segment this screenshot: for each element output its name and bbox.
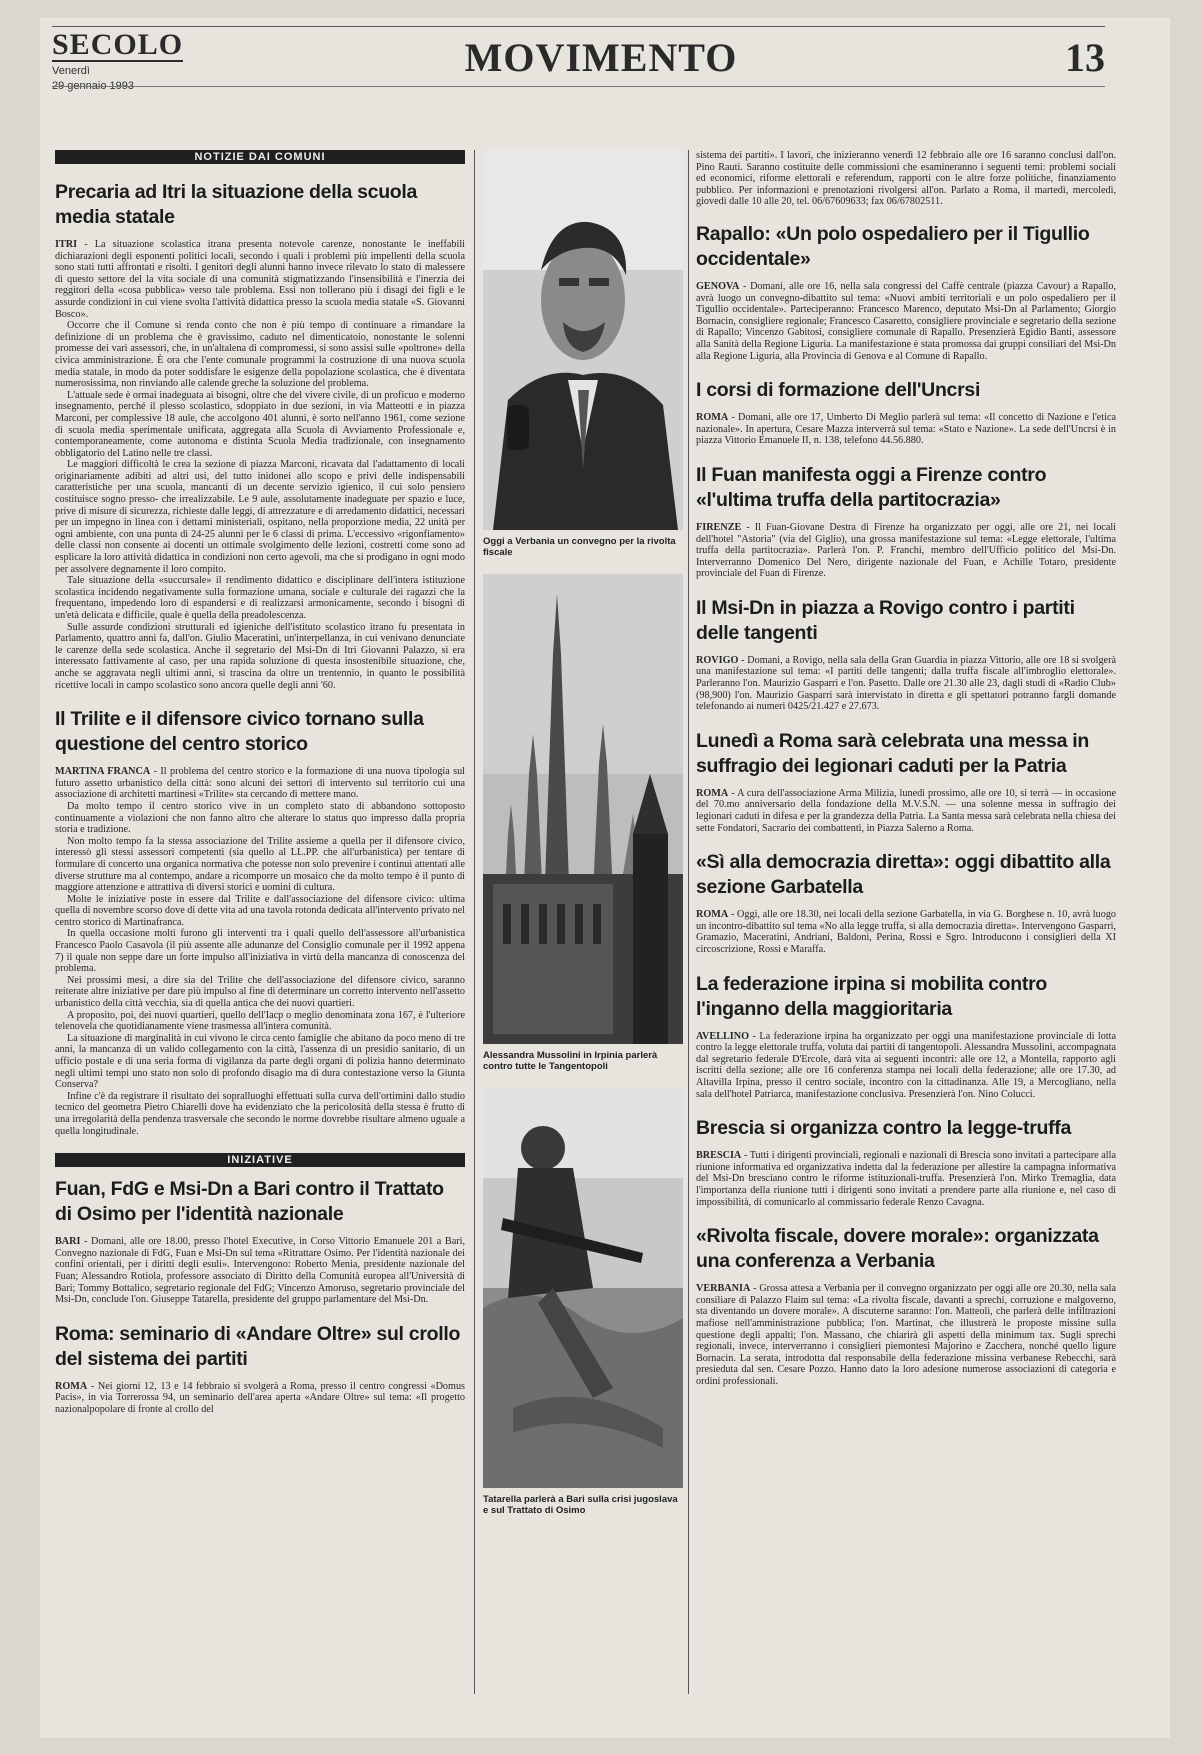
article-dateline: ITRI	[55, 239, 78, 250]
article-title: Rapallo: «Un polo ospedaliero per il Tigullio occidentale»	[696, 222, 1090, 270]
article-title: «Sì alla democrazia diretta»: oggi dibattito alla sezione Garbatella	[696, 851, 1111, 899]
article-garbatella	[696, 850, 1116, 955]
article-paragraph: Nei prossimi mesi, a dire sia del Trilite che dell'associazione del difensore civico, saranno reiterate altre iniziative per dare più impulso al fine di determinare un corretto intervento nell'assetto urbanistico della città vecchia, sia di quella antica che dei nuovi quartieri.	[55, 974, 465, 1010]
article-paragraph: BARI - Domani, alle ore 18.00, presso l'hotel Executive, in Corso Vittorio Emanuele 201 a Bari, Convegno nazionale di FdG, Fuan e Msi-Dn sul tema «Ritrattare Osimo. Per l'identità nazionale dei confini orientali, per i diritti degli esuli». Intervengono: Roberto Menia, presidente nazionale del Fuan; Alessandro Rotiola, professore associato di Diritto della Comunità europea all'Università di Bari; Tommy Bottalico, segretario regionale del FdG; Vincenzo Amoruso, segretario provinciale del Msi-Dn, conclude l'on. Giuseppe Tatarella, presidente del gruppo parlamentare del Msi-Dn.	[55, 1236, 465, 1306]
photo-caption: Tatarella parlerà a Bari sulla crisi jugoslava e sul Trattato di Osimo	[483, 1494, 678, 1516]
article-roma-seminario	[55, 1322, 465, 1416]
article-dateline: ROVIGO	[696, 654, 739, 666]
article-paragraph: A proposito, poi, dei nuovi quartieri, quello dell'Iacp o meglio denominata zona 167, è l'ulteriore telenovela che quotidianamente viene trasmessa all'intera comunità.	[55, 1009, 465, 1033]
top-rule	[52, 26, 1105, 27]
issue-date: 29 gennaio 1993	[52, 80, 134, 92]
article-paragraph: Non molto tempo fa la stessa associazione del Trilite assieme a quella per il difensore civico, interessò gli stessi assessori competenti (sia quello al LL.PP. che all'urbanistica) per tentare di formulare di concerto una organica normativa che potesse non solo prevenire i continui attentati alle diverse strutture ma al contempo, andare a ricomporre un mosaico che da molto tempo è il punto di maggiore attenzione e attrattiva di diversi storici e uomini di cultura.	[55, 835, 465, 894]
article-paragraph: Le maggiori difficoltà le crea la sezione di piazza Marconi, ricavata dal l'adattamento di locali originariamente adibiti ad altri usi, del tutto inidonei allo scopo e privi delle indispensabili caratteristiche per una scuola, mancanti di un decente servizio igienico, il cui solo pensiero costituisce sogno presso- che irrealizzabile. Le 9 aule, assolutamente inadeguate per spazio e luce, prive di misure di sicurezza, richieste dalle leggi, di attrezzature e di arredamento didattici, necessari per un impegno in linea con i dettami ministeriali, ospitano, nella proporzione media, 22 unità per ogni ambiente, con una punta di 24-25 alunni per le 6 classi di prima. L'eccessivo «rigonfiamento» delle classi non consente ai docenti un ottimale svolgimento delle lezioni, costretti come sono ad esplicare la loro attività didattica in condizioni non certo agevoli, ma che si prodigano in ogni modo per assolvere degnamente il loro compito.	[55, 459, 465, 575]
article-dateline: ROMA	[55, 1380, 88, 1392]
article-avellino	[696, 972, 1116, 1101]
article-brescia	[696, 1116, 1116, 1208]
article-paragraph: BRESCIA - Tutti i dirigenti provinciali, regionali e nazionali di Brescia sono invitati a partecipare alla riunione informativa ed organizzativa indetta dal la federazione per allestire la campagna informativa del Msi-Dn bresciano contro le riforme istituzionali-truffa. Presenzierà l'on. Mirko Tremaglia, data l'importanza della riunione tutti i dirigenti sono invitati a prendere parte alla riunione e, nel caso di impossibilità, di comunicarlo al commissario federale Renzo Cavagna.	[696, 1150, 1116, 1208]
right-column	[696, 150, 1116, 1403]
article-paragraph: Da molto tempo il centro storico vive in un completo stato di abbandono sottoposto continuamente a violazioni che non fanno altro che alterare lo status quo impresso dalla propria storia e tradizione.	[55, 800, 465, 836]
article-dateline: BRESCIA	[696, 1150, 742, 1162]
article-rapallo	[696, 222, 1116, 362]
article-paragraph: ROMA - Oggi, alle ore 18.30, nei locali della sezione Garbatella, in via G. Borghese n. 10, avrà luogo un incontro-dibattito sul tema «No alla legge truffa, sì alla democrazia diretta». Intervengono Gasparri, Gramazio, Maceratini, Andriani, Baldoni, Perina, Rossi e Sgro. Introducono i consiglieri della XI circoscrizione, Rossi e Maraffa.	[696, 909, 1117, 955]
article-title: Il Trilite e il difensore civico tornano sulla questione del centro storico	[55, 708, 424, 756]
article-firenze	[696, 463, 1116, 580]
article-paragraph: Occorre che il Comune si renda conto che non è più tempo di continuare a rimandare la definizione di un problema che è gravissimo, caduto nel dimenticatoio, nonostante le solenni promesse dei vari assessori, che, in un'altalena di compromessi, si sono assisi sulle «poltrone» della civica amministrazione. È ora che l'ente comunale programmi la costruzione di una nuova scuola media statale, in modo da poter soddisfare le esigenze della popolazione scolastica, che è diventata numerosissima, non rinviando alle calende greche la soluzione del problema.	[55, 320, 465, 390]
article-title: Lunedì a Roma sarà celebrata una messa in suffragio dei legionari caduti per la Patria	[696, 729, 1090, 777]
article-dateline: ROMA	[696, 787, 729, 799]
portrait-image	[483, 150, 683, 530]
article-paragraph: Sulle assurde condizioni strutturali ed igieniche dell'istituto scolastico itrano fu presentata in Parlamento, quattro anni fa, dall'on. Giulio Maceratini, un'interpellanza, in cui venivano denunciate le carenze della sede scolastica. Anche il segretario del Msi-Dn di Itri Giovanni Palazzo, si era interessato fattivamente al caso, per una rapida soluzione di questa insostenibile situazione, che, anche se aggravata negli ultimi anni, si trascina da oltre un trentennio, in quanto le possibilità ricettive locali in campo scolastico sono ancora quelle degli anni '60.	[55, 621, 465, 691]
article-paragraph: AVELLINO - La federazione irpina ha organizzato per oggi una manifestazione provinciale di lotta contro la legge elettorale truffa, voluta dai partiti di tangentopoli. Alessandra Mussolini, accompagnata dal segretario federale D'Ercole, darà vita ai seguenti incontri: alle ore 12, a Montella, rapporto agli iscritti della sezione; alle ore 16 conferenza stampa nei locali della federazione; alle ore 17.30, ad Altavilla Irpina, presso il centro sociale, incontro con la cittadinanza. Alle 19, a Mercogliano, nella sala dell'hotel Patriarca, manifestazione conclusiva. Presenzierà l'on. Nino Colucci.	[696, 1030, 1116, 1100]
article-title: «Rivolta fiscale, dovere morale»: organizzata una conferenza a Verbania	[696, 1225, 1099, 1273]
article-paragraph: L'attuale sede è ormai inadeguata ai bisogni, oltre che del vivere civile, di un proficuo e moderno insegnamento, perché il plesso scolastico, sdoppiato in due sezioni, in via Matteotti e in piazza Marconi, per complessive 18 aule, che accolgono 401 alunni, è sorto nell'anno 1961, come sezione di scuola media sperimentale unificata, aggregata alla Scuola di Avviamento Professionale e, contemporaneamente, come autonoma e distinta Scuola Media tradizionale, con insegnamento obbligatorio del Latino nelle tre classi.	[55, 389, 465, 459]
article-martina-franca	[55, 707, 465, 1137]
article-dateline: BARI	[55, 1236, 81, 1248]
article-title: La federazione irpina si mobilita contro l'inganno della maggioritaria	[696, 972, 1047, 1020]
article-title: Roma: seminario di «Andare Oltre» sul crollo del sistema dei partiti	[55, 1322, 461, 1370]
article-paragraph: VERBANIA - Grossa attesa a Verbania per il convegno organizzato per oggi alle ore 20.30, nella sala consiliare di Palazzo Flaim sul tema: «La rivolta fiscale, davanti a sprechi, corruzione e malgoverno, sta diventando un dovere morale». A discuterne saranno: l'on. Matteoli, che parlerà delle infiltrazioni mafiose nell'amministrazione pubblica; l'on. Martinat, che illustrerà le proposte missine sulla questione degli appalti; l'on. Massano, che chiarirà gli aspetti della minimum tax. Sugli sprechi regionali, invece, interverranno i consiglieri piemontesi Majorino e Zacchera, nonché quello ligure Bornacin. La serata, introdotta dal responsabile della federazione missina verbanese Rebecchi, sarà presieduta dal sen. Cesare Pozzo. Hanno dato la loro adesione numerose associazioni di categoria e ordini professionali.	[696, 1283, 1116, 1387]
article-title: Fuan, FdG e Msi-Dn a Bari contro il Trattato di Osimo per l'identità nazionale	[55, 1178, 444, 1226]
left-column	[55, 150, 465, 1432]
section-title: MOVIMENTO	[464, 35, 738, 80]
article-rovigo	[696, 596, 1116, 713]
article-paragraph: ROMA - Domani, alle ore 17, Umberto Di Meglio parlerà sul tema: «Il concetto di Nazione e l'etica nazionale». In apertura, Cesare Mazza interverrà sul tema: «Stato e Nazione». La sede dell'Uncrsi è in piazza Vittorio Emanuele II, n. 138, telefono 44.56.880.	[696, 412, 1116, 447]
article-dateline: MARTINA FRANCA	[55, 766, 151, 778]
article-paragraph: La situazione di marginalità in cui vivono le circa cento famiglie che abitano da poco meno di tre anni, la mancanza di un valido collegamento con la città, l'assenza di un presidio sanitario, di un ufficio postale e di una seria forma di vigilanza da parte degli organi di polizia hanno determinato negli ultimi tempi uno stato non solo di profondo disagio ma di dura contestazione verso la Giunta Conserva?	[55, 1032, 465, 1091]
article-paragraph: Tale situazione della «succursale» il rendimento didattico e disciplinare dell'intera istituzione scolastica incidendo negativamente sulla formazione umana, sociale e culturale dei ragazzi che la frequentano, impedendo loro di espandersi e di realizzarsi armonicamente, secondo i bisogni di un'età delicata e difficile, quale è quella della preadolescenza.	[55, 575, 465, 621]
article-title: Il Fuan manifesta oggi a Firenze contro «l'ultima truffa della partitocrazia»	[696, 463, 1047, 511]
article-continuation: sistema dei partiti». I lavori, che inizieranno venerdì 12 febbraio alle ore 16 saranno conclusi dall'on. Pino Rauti. Saranno costituite delle commissioni che esamineranno i seguenti temi: problemi sociali ed economici, riforme elettorali e referendum, rapporti con le altre forze politiche, finanziamento pubblico. Per informazioni e prenotazioni rivolgersi all'on. Parlato a Roma, il martedì, mercoledì, giovedì dalle 10 alle 20, tel. 06/67609633; fax 06/67802511.	[696, 150, 1116, 208]
article-paragraph: ROMA - Nei giorni 12, 13 e 14 febbraio si svolgerà a Roma, presso il centro congressi «Domus Pacis», in via Torrerossa 94, un seminario dell'area aperta «Andare Oltre» sul tema: «Il progetto nazionalpopolare di fronte al crollo del	[55, 1380, 466, 1415]
photo-caption: Oggi a Verbania un convegno per la rivolta fiscale	[483, 536, 676, 558]
article-paragraph: Molte le iniziative poste in essere dal Trilite e dall'associazione del difensore civico: ultima quella di novembre scorso dove di dette vita ad una tavola rotonda dedicata all'intervento privato nel centro storico di Martinafranca.	[55, 893, 465, 928]
article-dateline: GENOVA	[696, 280, 740, 292]
article-title: Precaria ad Itri la situazione della scuola media statale	[55, 181, 418, 228]
article-bari	[55, 1177, 465, 1306]
newspaper-logo: SECOLO	[52, 28, 184, 61]
photo-caption: Alessandra Mussolini in Irpinia parlerà contro tutte le Tangentopoli	[483, 1050, 658, 1072]
article-title: Il Msi-Dn in piazza a Rovigo contro i partiti delle tangenti	[696, 596, 1075, 644]
article-dateline: FIRENZE	[696, 521, 742, 533]
article-paragraph: MARTINA FRANCA - Il problema del centro storico e la formazione di una nuova tipologia sul futuro assetto urbanistico della città: sono alcuni dei settori di intervento sul territorio cui una associazione di architetti martinesi «Trilite» sta cercando di mettere mano.	[55, 766, 466, 801]
article-paragraph: ROVIGO - Domani, a Rovigo, nella sala della Gran Guardia in piazza Vittorio, alle ore 18 si svolgerà una manifestazione sul tema: «I partiti delle tangenti; dalla truffa fiscale all'imbroglio elettorale». Parleranno l'on. Maurizio Gasparri e l'on. Pasetto. Dalle ore 21.30 alle 23, dagli studi di «Radio Club» (98,900) l'on. Maurizio Gasparri sarà intervistato in diretta e gli spettatori potranno fargli domande telefonando ai numeri 0425/21.427 e 27.673.	[696, 654, 1116, 713]
article-paragraph: In quella occasione molti furono gli interventi tra i quali quello dell'assessore all'urbanistica Francesco Paolo Casavola (il più assente alle adunanze del Consiglio comunale per il 1992 appena 7) il quale non seppe dare un forte impulso all'iniziativa in virtù della mancanza di conoscenza del problema.	[55, 928, 465, 975]
article-dateline: AVELLINO	[696, 1030, 750, 1042]
article-verbania	[696, 1224, 1116, 1387]
article-paragraph: GENOVA - Domani, alle ore 16, nella sala congressi del Caffè centrale (piazza Cavour) a Rapallo, avrà luogo un convegno-dibattito sul tema: «Nuovi ambiti territoriali e un polo ospedaliero per il Tigullio occidentale». Parteciperanno: Francesco Marenco, deputato Msi-Dn al Parlamento; Giorgio Bornacin, consigliere regionale; Francesco Casaretto, consigliere provinciale e segretario della sezione di Rapallo; Vincenzo Gabitosi, consigliere comunale di Rapallo. Presenzierà Egidio Banti, assessore alla Sanità della Regione Liguria. La manifestazione è stata promossa dai gruppi consiliari del Msi-Dn alla Regione Liguria, alla Provincia di Genova e al Comune di Rapallo.	[696, 280, 1116, 362]
soldier-image	[483, 1088, 683, 1488]
photo-cathedral	[483, 574, 683, 1044]
article-paragraph: Infine c'è da registrare il risultato dei sopralluoghi effettuati sulla curva dell'ortimini dallo studio tecnico del geometra Pietro Chiarelli dove ha evidenziato che la pericolosità della stessa è frutto di una irregolarità della pendenza trasversale che secondo le norme dovrebbe risultare almeno uguale a quella longitudinale.	[55, 1090, 465, 1137]
article-paragraph: ROMA - A cura dell'associazione Arma Milizia, lunedì prossimo, alle ore 10, si terrà — in occasione del 70.mo anniversario della fondazione della M.V.S.N. — una solenne messa in suffragio dei legionari caduti in difesa e per la grandezza della Patria. La Santa messa sarà celebrata nella chiesa dei sette Fondatori, Sacrario dei combattenti, in Piazza Salerno a Roma.	[696, 787, 1116, 834]
masthead-rule	[52, 86, 1105, 87]
photo-portrait-man	[483, 150, 683, 530]
article-paragraph: ITRI - La situazione scolastica itrana presenta notevole carenze, nonostante le ineffabili dichiarazioni degli esponenti politici locali, secondo i quali i problemi più impellenti della scuola sono stati tutti affrontati e risolti. I genitori degli alunni hanno invece rilevato lo stato di malessere di questo settore del la vita sociale di una comunità stigmatizzando l'insensibilità e l'inerzia dei reggitori della «cosa pubblica» verso tale problema. Essi non tollerano più i disagi dei figli e le assurde condizioni in cui viene svolta l'attività didattica presso la scuola media statale «S. Giovanni Bosco».	[55, 239, 465, 320]
article-title: I corsi di formazione dell'Uncrsi	[696, 379, 981, 402]
article-messa-roma	[696, 729, 1116, 834]
page-number: 13	[1065, 35, 1105, 80]
column-divider	[474, 150, 475, 1694]
article-dateline: VERBANIA	[696, 1283, 751, 1295]
section-bar-notizie: NOTIZIE DAI COMUNI	[55, 150, 465, 164]
article-dateline: ROMA	[696, 909, 729, 921]
cathedral-image	[483, 574, 683, 1044]
article-uncrsi	[696, 378, 1116, 447]
column-divider	[688, 150, 689, 1694]
article-paragraph: FIRENZE - Il Fuan-Giovane Destra di Firenze ha organizzato per oggi, alle ore 21, nei locali dell'hotel "Astoria" (via del Giglio), una grossa manifestazione sul tema: «Legge elettorale, l'ultima truffa della partitocrazia». Parlerà l'on. P. Franchi, membro dell'Ufficio politico del Msi-Dn. Interverranno Domenico Del Nero, dirigente nazionale del Fuan, e Achille Totaro, presidente provinciale del Fuan di Firenze.	[696, 521, 1117, 580]
article-title: Brescia si organizza contro la legge-truffa	[696, 1117, 1072, 1140]
photo-soldier	[483, 1088, 683, 1488]
photo-column	[483, 150, 683, 1532]
article-itri	[55, 180, 465, 691]
issue-day: Venerdì	[52, 65, 90, 77]
section-bar-iniziative: INIZIATIVE	[55, 1153, 465, 1167]
article-dateline: ROMA	[696, 412, 729, 424]
